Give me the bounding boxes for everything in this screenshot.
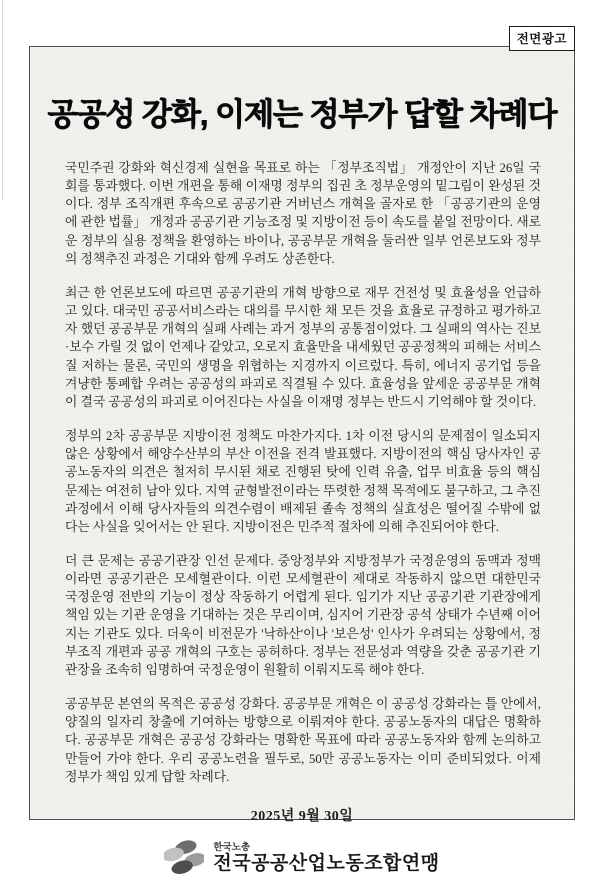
ad-content-box <box>29 46 575 875</box>
ad-paragraph: 더 큰 문제는 공공기관장 인선 문제다. 중앙정부와 지방정부가 국정운영의 동맥과 정맥이라면 공공기관은 모세혈관이다. 이런 모세혈관이 제대로 작동하지 않으면 대한민국 국정운영 전반의 기능이 정상 작동하기 어렵게 된다. 임기가 지난 공공기관 기관장에게 책임 있는 기관 운영을 기대하는 것은 무리이며, 심지어 기관장 공석 상태가 수년째 이어지는 기관도 있다. 더욱이 비전문가 '낙하산'이나 '보은성' 인사가 우려되는 상황에서, 정부조직 개편과 공공 개혁의 구호는 공허하다. 정부는 전문성과 역량을 갖춘 공공기관 기관장을 조속히 임명하여 국정운영이 원활히 이뤄지도록 해야 한다. <box>65 553 541 677</box>
ad-paragraph: 최근 한 언론보도에 따르면 공공기관의 개혁 방향으로 재무 건전성 및 효율성을 언급하고 있다. 대국민 공공서비스라는 대의를 무시한 채 모든 것을 효율로 규정하고 평가하고자 했던 공공부문 개혁의 실패 사례는 과거 정부의 공통점이었다. 그 실패의 역사는 진보·보수 가릴 것 없이 언제나 같았고, 오로지 효율만을 내세웠던 공공정책의 피해는 서비스 질 저하는 물론, 국민의 생명을 위협하는 지경까지 이르렀다. 특히, 에너지 공기업 등을 겨냥한 통폐합 우려는 공공성의 파괴로 직결될 수 있다. 효율성을 앞세운 공공부문 개혁이 결국 공공성의 파괴로 이어진다는 사실을 이재명 정부는 반드시 기억해야 할 것이다. <box>65 285 541 409</box>
ad-paragraph: 정부의 2차 공공부문 지방이전 정책도 마찬가지다. 1차 이전 당시의 문제점이 일소되지 않은 상황에서 해양수산부의 부산 이전을 전격 발표했다. 지방이전의 핵심 당사자인 공공노동자의 의견은 철저히 무시된 채로 진행된 탓에 인력 유출, 업무 비효율 등의 핵심 문제는 여전히 남아 있다. 지역 균형발전이라는 뚜렷한 정책 목적에도 불구하고, 그 추진 과정에서 이해 당사자들의 의견수렴이 배제된 졸속 정책의 실효성은 떨어질 수밖에 없다는 사실을 잊어서는 안 된다. 지방이전은 민주적 절차에 의해 추진되어야 한다. <box>65 429 541 534</box>
signature-block <box>30 839 574 879</box>
ad-body <box>30 159 574 786</box>
org-federation-name: 전국공공산업노동조합연맹 <box>213 853 440 875</box>
org-names <box>213 843 439 875</box>
full-page-ad-badge: 전면광고 <box>509 26 575 51</box>
ad-title: 공공성 강화, 이제는 정부가 답할 차례다 <box>47 97 557 132</box>
ad-paragraph: 공공부문 본연의 목적은 공공성 강화다. 공공부문 개혁은 이 공공성 강화라는 틀 안에서, 양질의 일자리 창출에 기여하는 방향으로 이뤄져야 한다. 공공노동자의 대답은 명확하다. 공공부문 개혁은 공공성 강화라는 명확한 목표에 따라 공공노동자와 함께 논의하고 만들어 가야 한다. 우리 공공노련을 필두로, 50만 공공노동자는 이미 준비되었다. 이제 정부가 책임 있게 답할 차례다. <box>65 697 541 784</box>
ad-date: 2025년 9월 30일 <box>250 808 354 824</box>
org-parent-name: 한국노총 <box>213 841 251 853</box>
ad-paragraph: 국민주권 강화와 혁신경제 실현을 목표로 하는 「정부조직법」 개정안이 지난 26일 국회를 통과했다. 이번 개편을 통해 이재명 정부의 집권 초 정부운영의 밑그림이 완성된 것이다. 정부 조직개편 후속으로 공공기관 거버넌스 개혁을 골자로 한 「공공기관의 운영에 관한 법률」 개정과 공공기관 기능조정 및 지방이전 등이 속도를 붙일 전망이다. 새로운 정부의 실용 정책을 환영하는 바이나, 공공부문 개혁을 둘러싼 일부 언론보도와 정부의 정책추진 과정은 기대와 함께 우려도 상존한다. <box>65 161 541 266</box>
pinwheel-leaves-icon <box>164 839 204 879</box>
scan-page-edge <box>2 0 3 200</box>
